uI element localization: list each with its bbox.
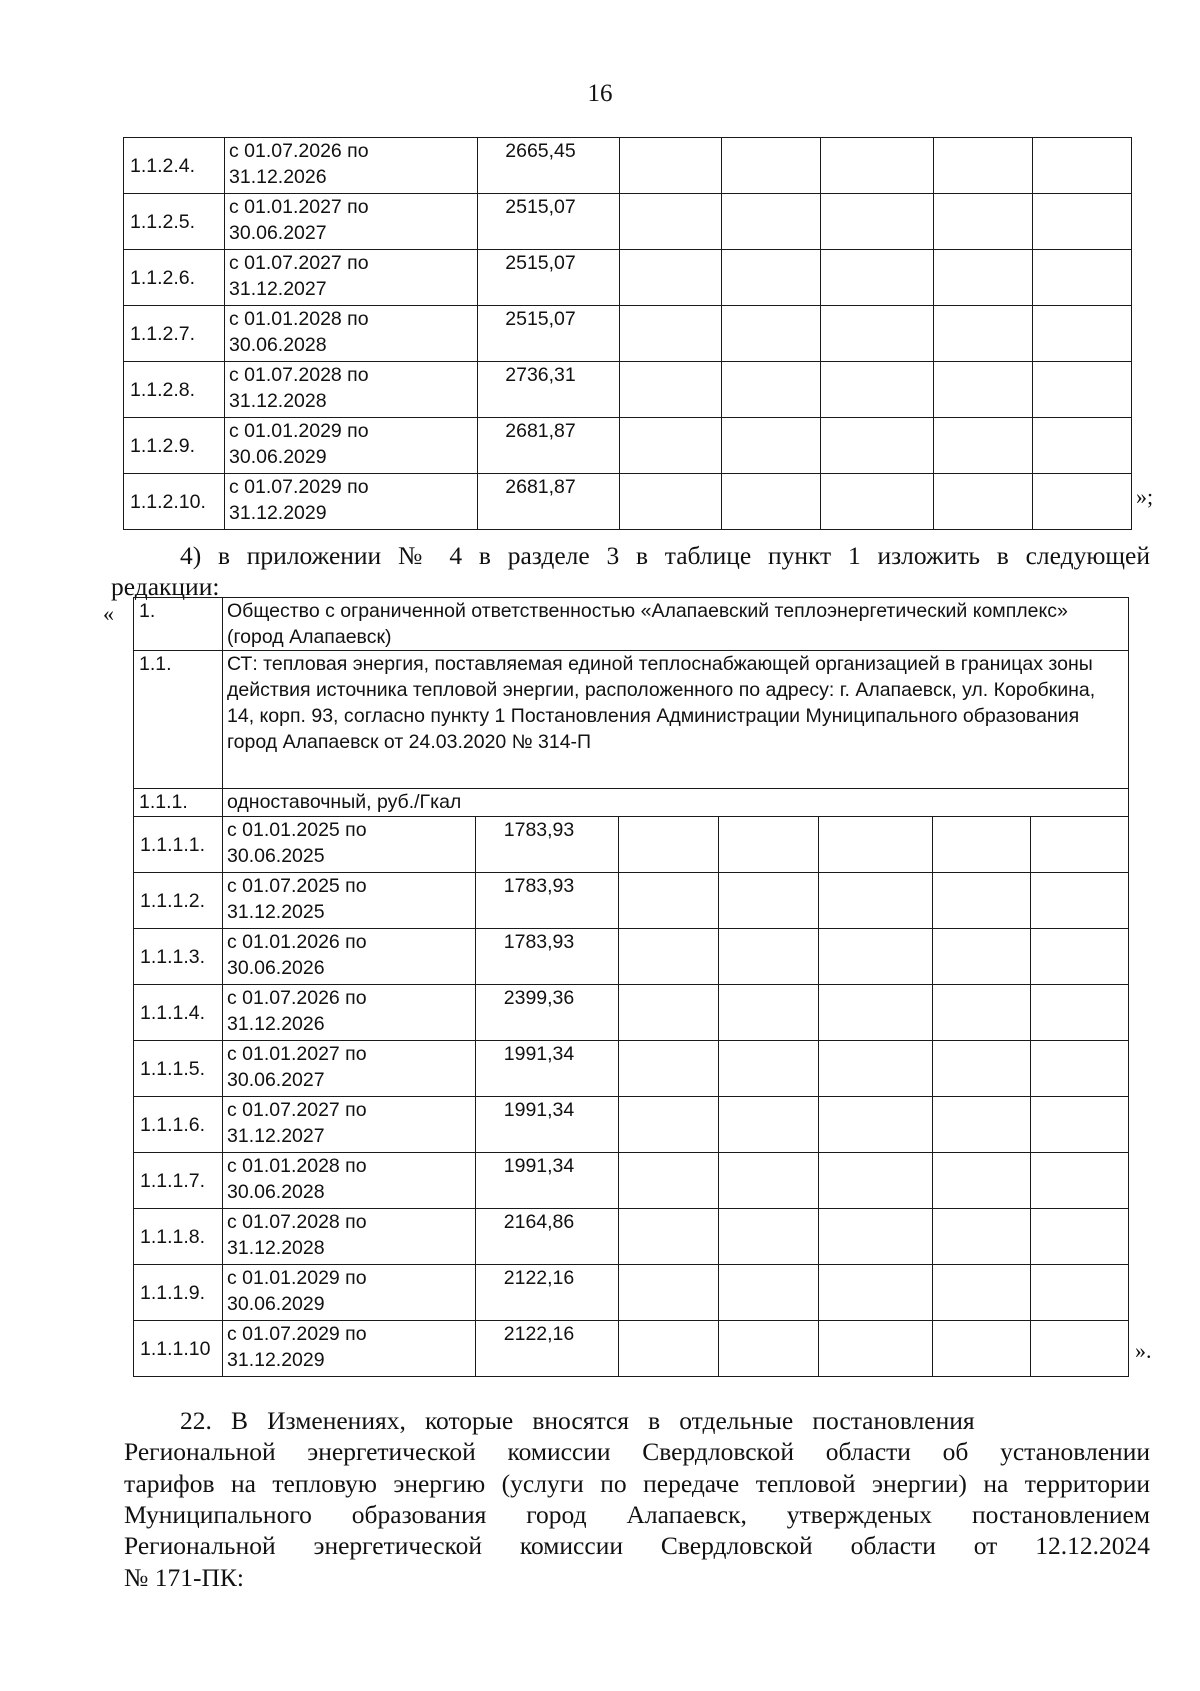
empty-cell [722, 418, 821, 474]
row-period [223, 1097, 476, 1153]
paragraph-22-line-6: № 171-ПК: [124, 1563, 244, 1592]
empty-cell [819, 1097, 933, 1153]
period-start: с 01.07.2027 по [229, 252, 369, 274]
empty-cell [619, 817, 719, 873]
st-row [134, 651, 1129, 789]
empty-cell [619, 1097, 719, 1153]
empty-cell [619, 1041, 719, 1097]
period-end: 31.12.2027 [227, 1125, 325, 1147]
period-start: с 01.07.2028 по [229, 364, 369, 386]
row-period [223, 929, 476, 985]
tariff-table-new-edition [133, 597, 1129, 1377]
table-row [124, 474, 1132, 530]
closing-quote-bottom: ». [1135, 1338, 1152, 1363]
row-period [223, 873, 476, 929]
empty-cell [1031, 1097, 1129, 1153]
period-start: с 01.07.2029 по [227, 1323, 367, 1345]
row-value: 2122,16 [476, 1265, 619, 1321]
row-period [223, 1209, 476, 1265]
period-start: с 01.01.2027 по [227, 1043, 367, 1065]
row-value: 2515,07 [478, 250, 620, 306]
empty-cell [619, 985, 719, 1041]
empty-cell [619, 1265, 719, 1321]
empty-cell [719, 817, 819, 873]
period-end: 31.12.2027 [229, 278, 327, 300]
period-end: 30.06.2029 [229, 446, 327, 468]
paragraph-22-line-3: тарифов на тепловую энергию (услуги по передаче тепловой энергии) на территории [124, 1469, 1150, 1498]
row-value: 2164,86 [476, 1209, 619, 1265]
empty-cell [933, 929, 1031, 985]
row-number: 1.1.2.4. [124, 138, 225, 194]
row-value: 2122,16 [476, 1321, 619, 1377]
empty-cell [819, 929, 933, 985]
row-period [223, 1265, 476, 1321]
empty-cell [722, 194, 821, 250]
row-value: 1991,34 [476, 1097, 619, 1153]
row-number: 1.1.1.1. [134, 817, 223, 873]
empty-cell [620, 306, 722, 362]
empty-cell [821, 138, 934, 194]
table-row [134, 1097, 1129, 1153]
period-start: с 01.07.2029 по [229, 476, 369, 498]
empty-cell [819, 873, 933, 929]
empty-cell [719, 985, 819, 1041]
table-row [124, 418, 1132, 474]
row-value: 2665,45 [478, 138, 620, 194]
rate-label: одноставочный, руб./Гкал [223, 789, 1129, 817]
empty-cell [933, 1321, 1031, 1377]
table-row [134, 929, 1129, 985]
empty-cell [620, 362, 722, 418]
empty-cell [819, 1209, 933, 1265]
row-number: 1.1.1.7. [134, 1153, 223, 1209]
page-number: 16 [587, 80, 613, 107]
empty-cell [934, 474, 1033, 530]
period-end: 31.12.2028 [229, 390, 327, 412]
row-period [223, 1321, 476, 1377]
period-start: с 01.07.2026 по [227, 987, 367, 1009]
table-row [134, 1209, 1129, 1265]
paragraph-22-line-2: Региональной энергетической комиссии Свердловской области об установлении [124, 1437, 1150, 1466]
empty-cell [620, 418, 722, 474]
row-period [223, 985, 476, 1041]
empty-cell [719, 1153, 819, 1209]
empty-cell [934, 138, 1033, 194]
table-row [134, 1041, 1129, 1097]
row-number: 1.1.1.6. [134, 1097, 223, 1153]
org-row [134, 598, 1129, 651]
row-period [225, 306, 478, 362]
empty-cell [821, 362, 934, 418]
empty-cell [933, 1265, 1031, 1321]
empty-cell [1031, 1321, 1129, 1377]
empty-cell [819, 1321, 933, 1377]
row-number: 1.1.1.4. [134, 985, 223, 1041]
empty-cell [619, 1321, 719, 1377]
row-value: 2515,07 [478, 194, 620, 250]
period-start: с 01.01.2029 по [227, 1267, 367, 1289]
empty-cell [819, 817, 933, 873]
empty-cell [619, 1209, 719, 1265]
table-row [134, 1265, 1129, 1321]
period-start: с 01.01.2028 по [229, 308, 369, 330]
empty-cell [821, 250, 934, 306]
row-number: 1.1.2.8. [124, 362, 225, 418]
table-row [124, 250, 1132, 306]
row-period [223, 1153, 476, 1209]
paragraph-4-line-1: 4) в приложении № 4 в разделе 3 в таблице пункт 1 изложить в следующей [180, 541, 1150, 570]
empty-cell [722, 474, 821, 530]
row-value: 1991,34 [476, 1153, 619, 1209]
period-start: с 01.07.2026 по [229, 140, 369, 162]
period-start: с 01.01.2029 по [229, 420, 369, 442]
empty-cell [620, 474, 722, 530]
empty-cell [934, 250, 1033, 306]
table-row [124, 362, 1132, 418]
period-start: с 01.01.2026 по [227, 931, 367, 953]
row-period [225, 474, 478, 530]
paragraph-4-line-2: редакции: [111, 572, 220, 601]
empty-cell [934, 306, 1033, 362]
row-value: 2681,87 [478, 418, 620, 474]
empty-cell [934, 418, 1033, 474]
period-end: 30.06.2026 [227, 957, 325, 979]
empty-cell [933, 1041, 1031, 1097]
empty-cell [620, 194, 722, 250]
period-end: 31.12.2029 [229, 502, 327, 524]
period-end: 31.12.2026 [227, 1013, 325, 1035]
empty-cell [719, 1041, 819, 1097]
empty-cell [1031, 817, 1129, 873]
row-number: 1.1.1.3. [134, 929, 223, 985]
empty-cell [619, 929, 719, 985]
empty-cell [1033, 418, 1132, 474]
empty-cell [933, 1097, 1031, 1153]
period-end: 31.12.2028 [227, 1237, 325, 1259]
row-period [225, 250, 478, 306]
empty-cell [722, 362, 821, 418]
table-row [134, 985, 1129, 1041]
table-row [124, 194, 1132, 250]
org-name: Общество с ограниченной ответственностью «Алапаевский теплоэнергетический комплекс» (город Алапаевск) [223, 598, 1129, 651]
empty-cell [1033, 194, 1132, 250]
empty-cell [1033, 362, 1132, 418]
empty-cell [821, 474, 934, 530]
empty-cell [1031, 985, 1129, 1041]
row-value: 2736,31 [478, 362, 620, 418]
row-period [223, 1041, 476, 1097]
row-period [225, 194, 478, 250]
empty-cell [620, 250, 722, 306]
empty-cell [619, 1153, 719, 1209]
table-row [124, 138, 1132, 194]
empty-cell [819, 1265, 933, 1321]
period-end: 31.12.2026 [229, 166, 327, 188]
empty-cell [719, 1265, 819, 1321]
row-number: 1.1.2.9. [124, 418, 225, 474]
row-period [225, 362, 478, 418]
empty-cell [933, 1209, 1031, 1265]
org-num: 1. [134, 598, 223, 651]
empty-cell [821, 194, 934, 250]
table-row [134, 1153, 1129, 1209]
empty-cell [821, 306, 934, 362]
rate-num: 1.1.1. [134, 789, 223, 817]
st-text: СТ: тепловая энергия, поставляемая единой теплоснабжающей организацией в границах зоны действия источника тепловой энергии, расположенного по адресу: г. Алапаевск, ул. Коробкина, 14, корп. 93, согласно пункту 1 Постановления Администрации Муниципального образования город Алапаевск от 24.03.2020 № 314-П [223, 651, 1129, 789]
row-value: 1991,34 [476, 1041, 619, 1097]
empty-cell [1033, 138, 1132, 194]
period-end: 31.12.2029 [227, 1349, 325, 1371]
empty-cell [1031, 873, 1129, 929]
empty-cell [719, 873, 819, 929]
period-end: 30.06.2025 [227, 845, 325, 867]
empty-cell [821, 418, 934, 474]
opening-quote: « [103, 601, 114, 626]
empty-cell [1031, 1153, 1129, 1209]
row-value: 1783,93 [476, 873, 619, 929]
row-number: 1.1.1.5. [134, 1041, 223, 1097]
row-number: 1.1.1.8. [134, 1209, 223, 1265]
empty-cell [722, 250, 821, 306]
row-number: 1.1.2.7. [124, 306, 225, 362]
closing-quote-top: »; [1136, 484, 1154, 509]
period-start: с 01.01.2027 по [229, 196, 369, 218]
row-value: 2515,07 [478, 306, 620, 362]
row-number: 1.1.1.2. [134, 873, 223, 929]
row-period [225, 418, 478, 474]
table-row [134, 873, 1129, 929]
table-row [134, 817, 1129, 873]
empty-cell [1031, 1041, 1129, 1097]
period-end: 30.06.2028 [229, 334, 327, 356]
empty-cell [719, 929, 819, 985]
row-value: 1783,93 [476, 817, 619, 873]
empty-cell [934, 362, 1033, 418]
row-period [223, 817, 476, 873]
tariff-table-continued [123, 137, 1132, 530]
empty-cell [934, 194, 1033, 250]
period-start: с 01.07.2027 по [227, 1099, 367, 1121]
row-number: 1.1.2.6. [124, 250, 225, 306]
empty-cell [722, 306, 821, 362]
rate-row [134, 789, 1129, 817]
empty-cell [1033, 250, 1132, 306]
period-end: 30.06.2027 [229, 222, 327, 244]
period-start: с 01.07.2028 по [227, 1211, 367, 1233]
empty-cell [722, 138, 821, 194]
row-number: 1.1.2.10. [124, 474, 225, 530]
row-number: 1.1.2.5. [124, 194, 225, 250]
empty-cell [1031, 1265, 1129, 1321]
row-number: 1.1.1.9. [134, 1265, 223, 1321]
empty-cell [1033, 474, 1132, 530]
empty-cell [719, 1209, 819, 1265]
empty-cell [819, 985, 933, 1041]
table-row [124, 306, 1132, 362]
empty-cell [933, 1153, 1031, 1209]
empty-cell [1033, 306, 1132, 362]
st-num: 1.1. [134, 651, 223, 789]
period-start: с 01.07.2025 по [227, 875, 367, 897]
empty-cell [719, 1097, 819, 1153]
period-end: 30.06.2028 [227, 1181, 325, 1203]
period-end: 30.06.2027 [227, 1069, 325, 1091]
period-start: с 01.01.2025 по [227, 819, 367, 841]
paragraph-22-line-1: 22. В Изменениях, которые вносятся в отдельные постановления [180, 1406, 975, 1435]
paragraph-22-line-4: Муниципального образования город Алапаевск, утвержденых постановлением [124, 1500, 1150, 1529]
empty-cell [719, 1321, 819, 1377]
period-start: с 01.01.2028 по [227, 1155, 367, 1177]
period-end: 31.12.2025 [227, 901, 325, 923]
row-value: 2399,36 [476, 985, 619, 1041]
empty-cell [620, 138, 722, 194]
empty-cell [1031, 1209, 1129, 1265]
empty-cell [819, 1153, 933, 1209]
empty-cell [933, 873, 1031, 929]
period-end: 30.06.2029 [227, 1293, 325, 1315]
row-value: 1783,93 [476, 929, 619, 985]
table-row [134, 1321, 1129, 1377]
row-period [225, 138, 478, 194]
empty-cell [1031, 929, 1129, 985]
empty-cell [819, 1041, 933, 1097]
empty-cell [933, 817, 1031, 873]
empty-cell [619, 873, 719, 929]
paragraph-22-line-5: Региональной энергетической комиссии Свердловской области от 12.12.2024 [124, 1531, 1150, 1560]
row-value: 2681,87 [478, 474, 620, 530]
row-number: 1.1.1.10 [134, 1321, 223, 1377]
empty-cell [933, 985, 1031, 1041]
